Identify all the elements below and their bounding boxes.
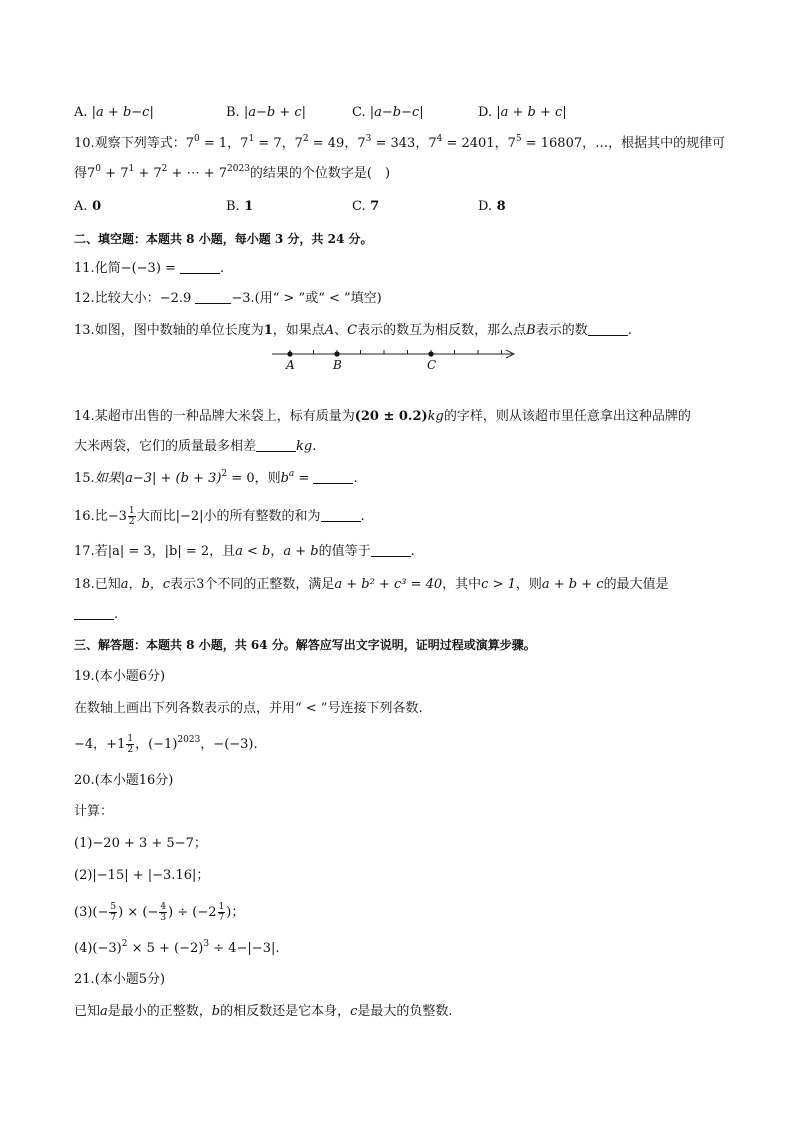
q13: 13.如图，图中数轴的单位长度为1，如果点A、C表示的数互为相反数，那么点B表示的数 . — [74, 323, 632, 338]
q16-fraction: $\frac{1}{2}$ — [128, 506, 135, 527]
number-line-point-a — [287, 351, 292, 356]
number-line-label-b: B — [333, 358, 342, 372]
section-2-title: 二、填空题：本题共 8 小题，每小题 3 分，共 24 分。 — [74, 232, 373, 246]
q16: 16.比−3 $\frac{1}{2}$ 大而比|−2|小的所有整数的和为 . — [74, 506, 365, 527]
q20-fraction-1: $\frac{5}{7}$ — [110, 902, 117, 923]
q11-answer-blank[interactable] — [180, 273, 220, 274]
q10-line1: 10.观察下列等式：$7^0 = 1$，$7^1 = 7$，$7^2 = 49$，$7^3 = 343$，$7^4 = 2401$，$7^5 = 16807$，…，根据其中的规律可 — [74, 134, 726, 151]
q20-instruction: 计算： — [74, 804, 114, 819]
q12: 12.比较大小：−2.9 −3.(用“ > ”或“ < ”填空) — [74, 291, 382, 306]
q19-instruction: 在数轴上画出下列各数表示的点，并用“ < ”号连接下列各数. — [74, 701, 423, 716]
q20-part-2: (2)|−15| + |−3.16|； — [74, 868, 210, 883]
q19-numbers: −4，+1 $\frac{1}{2}$ ，$(-1)^{2023}$，−(−3). — [74, 734, 258, 755]
q15-answer-blank[interactable] — [313, 483, 353, 484]
q15: 15.如果$|a-3| + (b + 3)^2 = 0$，则$b^a$ = . — [74, 469, 358, 486]
number-line-point-c — [428, 351, 433, 356]
q10-option-b[interactable]: B. 1 — [226, 199, 254, 214]
q20-part-4: $(4)(-3)^2 \times 5 + (-2)^3 \div 4-|-3|$. — [74, 939, 280, 956]
q9-option-c[interactable]: C. |a−b−c| — [352, 105, 424, 120]
q20-fraction-3: $\frac{1}{7}$ — [218, 902, 225, 923]
q17: 17.若|a| = 3，|b| = 2，且a < b，a + b的值等于 . — [74, 544, 415, 559]
q16-answer-blank[interactable] — [321, 521, 361, 522]
q17-answer-blank[interactable] — [371, 556, 411, 557]
q21-header: 21.(本小题5分) — [74, 972, 166, 987]
q18-answer-blank[interactable] — [74, 619, 114, 620]
number-line-point-b — [334, 351, 339, 356]
q18-line2: . — [74, 606, 118, 624]
number-line-label-c: C — [427, 358, 437, 372]
number-line-figure — [272, 340, 522, 374]
q10-option-c[interactable]: C. 7 — [352, 199, 380, 214]
number-line-label-a: A — [286, 358, 295, 372]
q21-text: 已知a是最小的正整数，b的相反数还是它本身，c是最大的负整数. — [74, 1004, 453, 1019]
q13-answer-blank[interactable] — [588, 335, 628, 336]
q20-fraction-2: $\frac{4}{3}$ — [160, 902, 167, 923]
q10-option-d[interactable]: D. 8 — [478, 199, 506, 214]
q9-option-d[interactable]: D. |a + b + c| — [478, 105, 567, 120]
q9-option-a[interactable]: A. |a + b−c| — [74, 105, 154, 120]
q12-answer-blank[interactable] — [195, 303, 231, 304]
q20-part-1: (1)−20 + 3 + 5−7； — [74, 836, 207, 851]
q14-answer-blank[interactable] — [256, 451, 296, 452]
q14-line1: 14.某超市出售的一种品牌大米袋上，标有质量为(20 ± 0.2)kg的字样，则从该超市里任意拿出这种品牌的 — [74, 409, 691, 424]
q10-line2: 得$7^0 + 7^1 + 7^2$ + ⋯ + $7^{2023}$的结果的个位数字是( ) — [74, 164, 391, 181]
q11: 11.化简−(−3) = . — [74, 261, 225, 276]
q18-line1: 18.已知a，b，c表示3个不同的正整数，满足a + b² + c³ = 40，其中c > 1，则a + b + c的最大值是 — [74, 577, 669, 592]
q10-option-a[interactable]: A. 0 — [74, 199, 102, 214]
q19-fraction: $\frac{1}{2}$ — [127, 734, 134, 755]
section-3-title: 三、解答题：本题共 8 小题，共 64 分。解答应写出文字说明，证明过程或演算步骤。 — [74, 638, 536, 652]
q14-line2: 大米两袋，它们的质量最多相差 kg. — [74, 439, 317, 454]
q20-part-3: (3)(− $\frac{5}{7}$ ) × (− $\frac{4}{3}$ ) ÷ (−2 $\frac{1}{7}$ )； — [74, 902, 245, 923]
q19-header: 19.(本小题6分) — [74, 669, 166, 684]
q9-option-b[interactable]: B. |a−b + c| — [226, 105, 306, 120]
q20-header: 20.(本小题16分) — [74, 773, 174, 788]
